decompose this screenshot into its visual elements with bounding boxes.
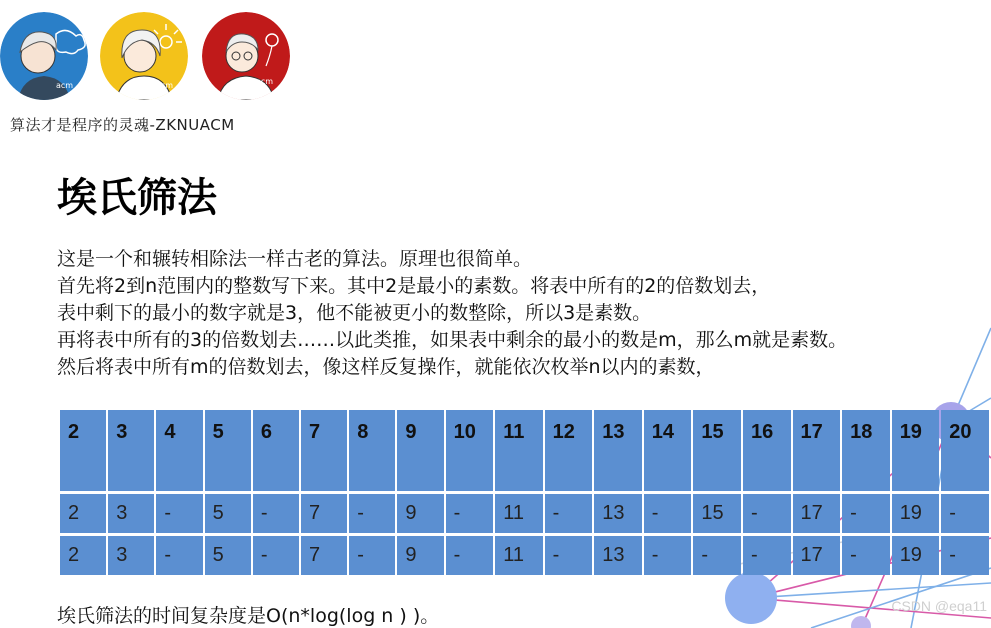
- table-cell: 5: [205, 410, 251, 491]
- table-cell: -: [693, 536, 741, 575]
- table-cell: 3: [108, 410, 154, 491]
- table-cell: 6: [253, 410, 299, 491]
- table-cell: -: [545, 494, 593, 533]
- paragraph-line: 再将表中所有的3的倍数划去……以此类推，如果表中剩余的最小的数是m，那么m就是素数。: [57, 329, 848, 351]
- page-title: 埃氏筛法: [57, 175, 217, 221]
- sieve-table: [58, 410, 991, 575]
- avatar-label: acm: [156, 81, 174, 90]
- table-cell: 3: [108, 494, 154, 533]
- table-cell: 9: [397, 494, 443, 533]
- table-cell: 13: [594, 410, 642, 491]
- table-cell: 11: [495, 410, 542, 491]
- table-cell: 10: [446, 410, 494, 491]
- table-cell: 13: [594, 536, 642, 575]
- complexity-note: 埃氏筛法的时间复杂度是O(n*log(log n ) )。: [57, 605, 440, 627]
- table-cell: 4: [156, 410, 202, 491]
- table-cell: -: [644, 536, 692, 575]
- table-cell: 17: [793, 536, 841, 575]
- table-cell: -: [349, 536, 395, 575]
- table-cell: -: [446, 494, 494, 533]
- table-cell: 11: [495, 494, 542, 533]
- table-cell: -: [446, 536, 494, 575]
- paragraph-line: 首先将2到n范围内的整数写下来。其中2是最小的素数。将表中所有的2的倍数划去，: [57, 275, 771, 297]
- table-cell: 2: [60, 536, 106, 575]
- table-cell: -: [156, 494, 202, 533]
- table-cell: 5: [205, 536, 251, 575]
- table-cell: 19: [892, 494, 940, 533]
- table-cell: 19: [892, 536, 940, 575]
- avatar-yellow: [100, 12, 188, 100]
- table-cell: 12: [545, 410, 593, 491]
- table-cell: 11: [495, 536, 542, 575]
- table-header-row: [60, 410, 989, 491]
- table-cell: -: [156, 536, 202, 575]
- table-cell: 16: [743, 410, 791, 491]
- paragraph-line: 表中剩下的最小的数字就是3，他不能被更小的数整除，所以3是素数。: [57, 302, 652, 324]
- avatar-group: [0, 12, 300, 108]
- paragraph-line: 然后将表中所有m的倍数划去，像这样反复操作，就能依次枚举n以内的素数，: [57, 356, 715, 378]
- table-cell: 7: [301, 494, 347, 533]
- table-cell: 9: [397, 410, 443, 491]
- table-cell: 7: [301, 536, 347, 575]
- table-cell: 3: [108, 536, 154, 575]
- table-cell: -: [743, 536, 791, 575]
- paragraph-line: 这是一个和辗转相除法一样古老的算法。原理也很简单。: [57, 248, 533, 270]
- table-cell: 13: [594, 494, 642, 533]
- table-cell: 18: [842, 410, 890, 491]
- table-cell: 7: [301, 410, 347, 491]
- table-cell: -: [253, 536, 299, 575]
- avatar-red: [202, 12, 290, 100]
- table-row: [60, 536, 989, 575]
- table-cell: -: [253, 494, 299, 533]
- table-cell: 15: [693, 494, 741, 533]
- avatar-label: acm: [256, 77, 274, 86]
- slogan: 算法才是程序的灵魂-ZKNUACM: [10, 116, 235, 134]
- table-cell: -: [941, 536, 989, 575]
- table-cell: 17: [793, 494, 841, 533]
- table-cell: -: [941, 494, 989, 533]
- table-cell: 2: [60, 410, 106, 491]
- table-cell: -: [349, 494, 395, 533]
- table-row: [60, 494, 989, 533]
- avatar-label: acm: [56, 81, 74, 90]
- table-cell: 15: [693, 410, 741, 491]
- table-cell: 5: [205, 494, 251, 533]
- table-cell: 8: [349, 410, 395, 491]
- table-cell: -: [743, 494, 791, 533]
- table-cell: 20: [941, 410, 989, 491]
- table-cell: 17: [793, 410, 841, 491]
- table-cell: -: [644, 494, 692, 533]
- table-cell: -: [545, 536, 593, 575]
- table-cell: 9: [397, 536, 443, 575]
- table-cell: -: [842, 536, 890, 575]
- avatar-blue: [0, 12, 88, 100]
- table-cell: -: [842, 494, 890, 533]
- table-cell: 14: [644, 410, 692, 491]
- table-cell: 2: [60, 494, 106, 533]
- watermark: CSDN @eqa11: [891, 598, 987, 614]
- table-cell: 19: [892, 410, 940, 491]
